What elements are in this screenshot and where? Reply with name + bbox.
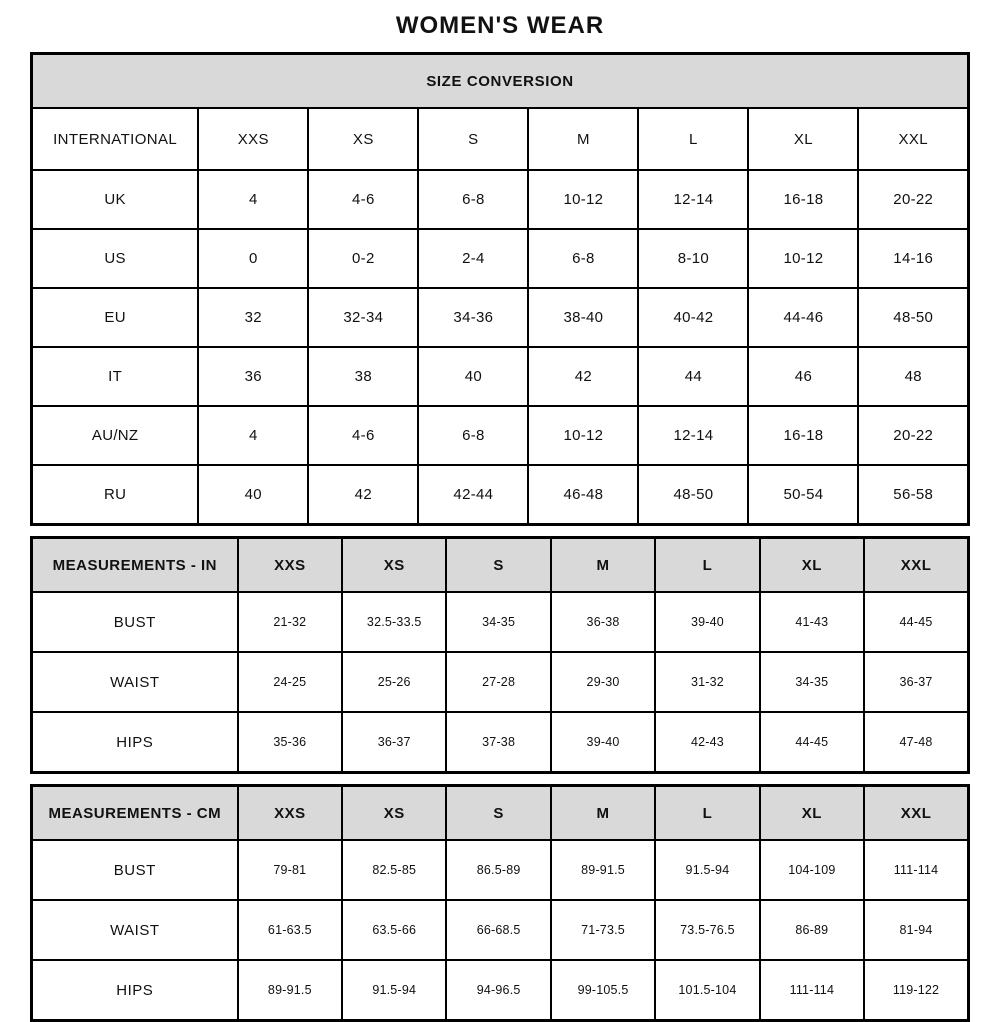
value-cell: 44-45 [864,592,968,652]
value-cell: 42 [308,465,418,525]
size-header-cell: XXS [238,538,342,593]
value-cell: 38 [308,347,418,406]
size-header-cell: M [551,786,655,841]
size-header-cell: XXL [858,108,968,170]
value-cell: 48-50 [638,465,748,525]
value-cell: 89-91.5 [238,960,342,1021]
value-cell: 16-18 [748,170,858,229]
size-header-cell: XXL [864,538,968,593]
value-cell: 39-40 [655,592,759,652]
header-row [32,108,969,170]
size-header-cell: XS [342,786,446,841]
value-cell: 111-114 [864,840,968,900]
value-cell: 34-35 [446,592,550,652]
header-label-cell: MEASUREMENTS - IN [32,538,238,593]
value-cell: 36-38 [551,592,655,652]
value-cell: 40 [198,465,308,525]
row-label-cell: BUST [32,840,238,900]
value-cell: 34-36 [418,288,528,347]
value-cell: 37-38 [446,712,550,773]
value-cell: 21-32 [238,592,342,652]
value-cell: 61-63.5 [238,900,342,960]
value-cell: 101.5-104 [655,960,759,1021]
value-cell: 111-114 [760,960,864,1021]
table-row [32,465,969,525]
value-cell: 6-8 [418,170,528,229]
value-cell: 42 [528,347,638,406]
row-label-cell: WAIST [32,900,238,960]
value-cell: 47-48 [864,712,968,773]
value-cell: 39-40 [551,712,655,773]
row-label-cell: UK [32,170,199,229]
size-header-cell: S [446,786,550,841]
value-cell: 4-6 [308,170,418,229]
value-cell: 94-96.5 [446,960,550,1021]
value-cell: 48-50 [858,288,968,347]
value-cell: 25-26 [342,652,446,712]
table-row [32,406,969,465]
value-cell: 36 [198,347,308,406]
value-cell: 82.5-85 [342,840,446,900]
measurements-in-table [30,536,970,774]
value-cell: 46-48 [528,465,638,525]
header-row [32,538,969,593]
row-label-cell: US [32,229,199,288]
value-cell: 0 [198,229,308,288]
value-cell: 0-2 [308,229,418,288]
size-header-cell: XL [760,538,864,593]
size-header-cell: M [528,108,638,170]
size-header-cell: S [418,108,528,170]
value-cell: 46 [748,347,858,406]
table-row [32,840,969,900]
value-cell: 41-43 [760,592,864,652]
row-label-cell: WAIST [32,652,238,712]
value-cell: 10-12 [748,229,858,288]
size-header-cell: S [446,538,550,593]
row-label-cell: IT [32,347,199,406]
table-title: SIZE CONVERSION [32,54,969,109]
value-cell: 119-122 [864,960,968,1021]
measurements-cm-table [30,784,970,1022]
value-cell: 50-54 [748,465,858,525]
value-cell: 71-73.5 [551,900,655,960]
table-row [32,170,969,229]
value-cell: 32 [198,288,308,347]
value-cell: 27-28 [446,652,550,712]
value-cell: 91.5-94 [342,960,446,1021]
value-cell: 35-36 [238,712,342,773]
size-header-cell: L [638,108,748,170]
value-cell: 79-81 [238,840,342,900]
value-cell: 44 [638,347,748,406]
table-row [32,592,969,652]
size-header-cell: L [655,538,759,593]
value-cell: 12-14 [638,170,748,229]
value-cell: 42-43 [655,712,759,773]
size-header-cell: M [551,538,655,593]
page-title: WOMEN'S WEAR [395,12,605,39]
value-cell: 12-14 [638,406,748,465]
value-cell: 34-35 [760,652,864,712]
value-cell: 63.5-66 [342,900,446,960]
row-label-cell: RU [32,465,199,525]
table-row [32,900,969,960]
value-cell: 31-32 [655,652,759,712]
value-cell: 89-91.5 [551,840,655,900]
value-cell: 36-37 [342,712,446,773]
value-cell: 81-94 [864,900,968,960]
value-cell: 56-58 [858,465,968,525]
table-row [32,288,969,347]
value-cell: 16-18 [748,406,858,465]
value-cell: 29-30 [551,652,655,712]
size-header-cell: L [655,786,759,841]
row-label-cell: HIPS [32,960,238,1021]
value-cell: 6-8 [528,229,638,288]
value-cell: 2-4 [418,229,528,288]
value-cell: 44-45 [760,712,864,773]
header-label-cell: INTERNATIONAL [32,108,199,170]
value-cell: 4 [198,170,308,229]
value-cell: 86-89 [760,900,864,960]
value-cell: 20-22 [858,170,968,229]
size-header-cell: XXL [864,786,968,841]
row-label-cell: AU/NZ [32,406,199,465]
value-cell: 32.5-33.5 [342,592,446,652]
value-cell: 91.5-94 [655,840,759,900]
size-header-cell: XL [760,786,864,841]
size-conversion-table [30,52,970,526]
value-cell: 48 [858,347,968,406]
table-row [32,960,969,1021]
value-cell: 4 [198,406,308,465]
table-row [32,347,969,406]
value-cell: 14-16 [858,229,968,288]
header-label-cell: MEASUREMENTS - CM [32,786,238,841]
value-cell: 104-109 [760,840,864,900]
value-cell: 8-10 [638,229,748,288]
size-header-cell: XS [308,108,418,170]
value-cell: 73.5-76.5 [655,900,759,960]
value-cell: 32-34 [308,288,418,347]
value-cell: 40 [418,347,528,406]
size-header-cell: XXS [238,786,342,841]
size-header-cell: XL [748,108,858,170]
value-cell: 10-12 [528,170,638,229]
value-cell: 24-25 [238,652,342,712]
value-cell: 36-37 [864,652,968,712]
value-cell: 10-12 [528,406,638,465]
value-cell: 66-68.5 [446,900,550,960]
size-header-cell: XXS [198,108,308,170]
value-cell: 86.5-89 [446,840,550,900]
table-row [32,652,969,712]
value-cell: 44-46 [748,288,858,347]
row-label-cell: BUST [32,592,238,652]
row-label-cell: EU [32,288,199,347]
value-cell: 38-40 [528,288,638,347]
table-row [32,712,969,773]
table-row [32,229,969,288]
value-cell: 4-6 [308,406,418,465]
value-cell: 40-42 [638,288,748,347]
value-cell: 42-44 [418,465,528,525]
value-cell: 6-8 [418,406,528,465]
row-label-cell: HIPS [32,712,238,773]
header-row [32,786,969,841]
value-cell: 99-105.5 [551,960,655,1021]
size-header-cell: XS [342,538,446,593]
value-cell: 20-22 [858,406,968,465]
